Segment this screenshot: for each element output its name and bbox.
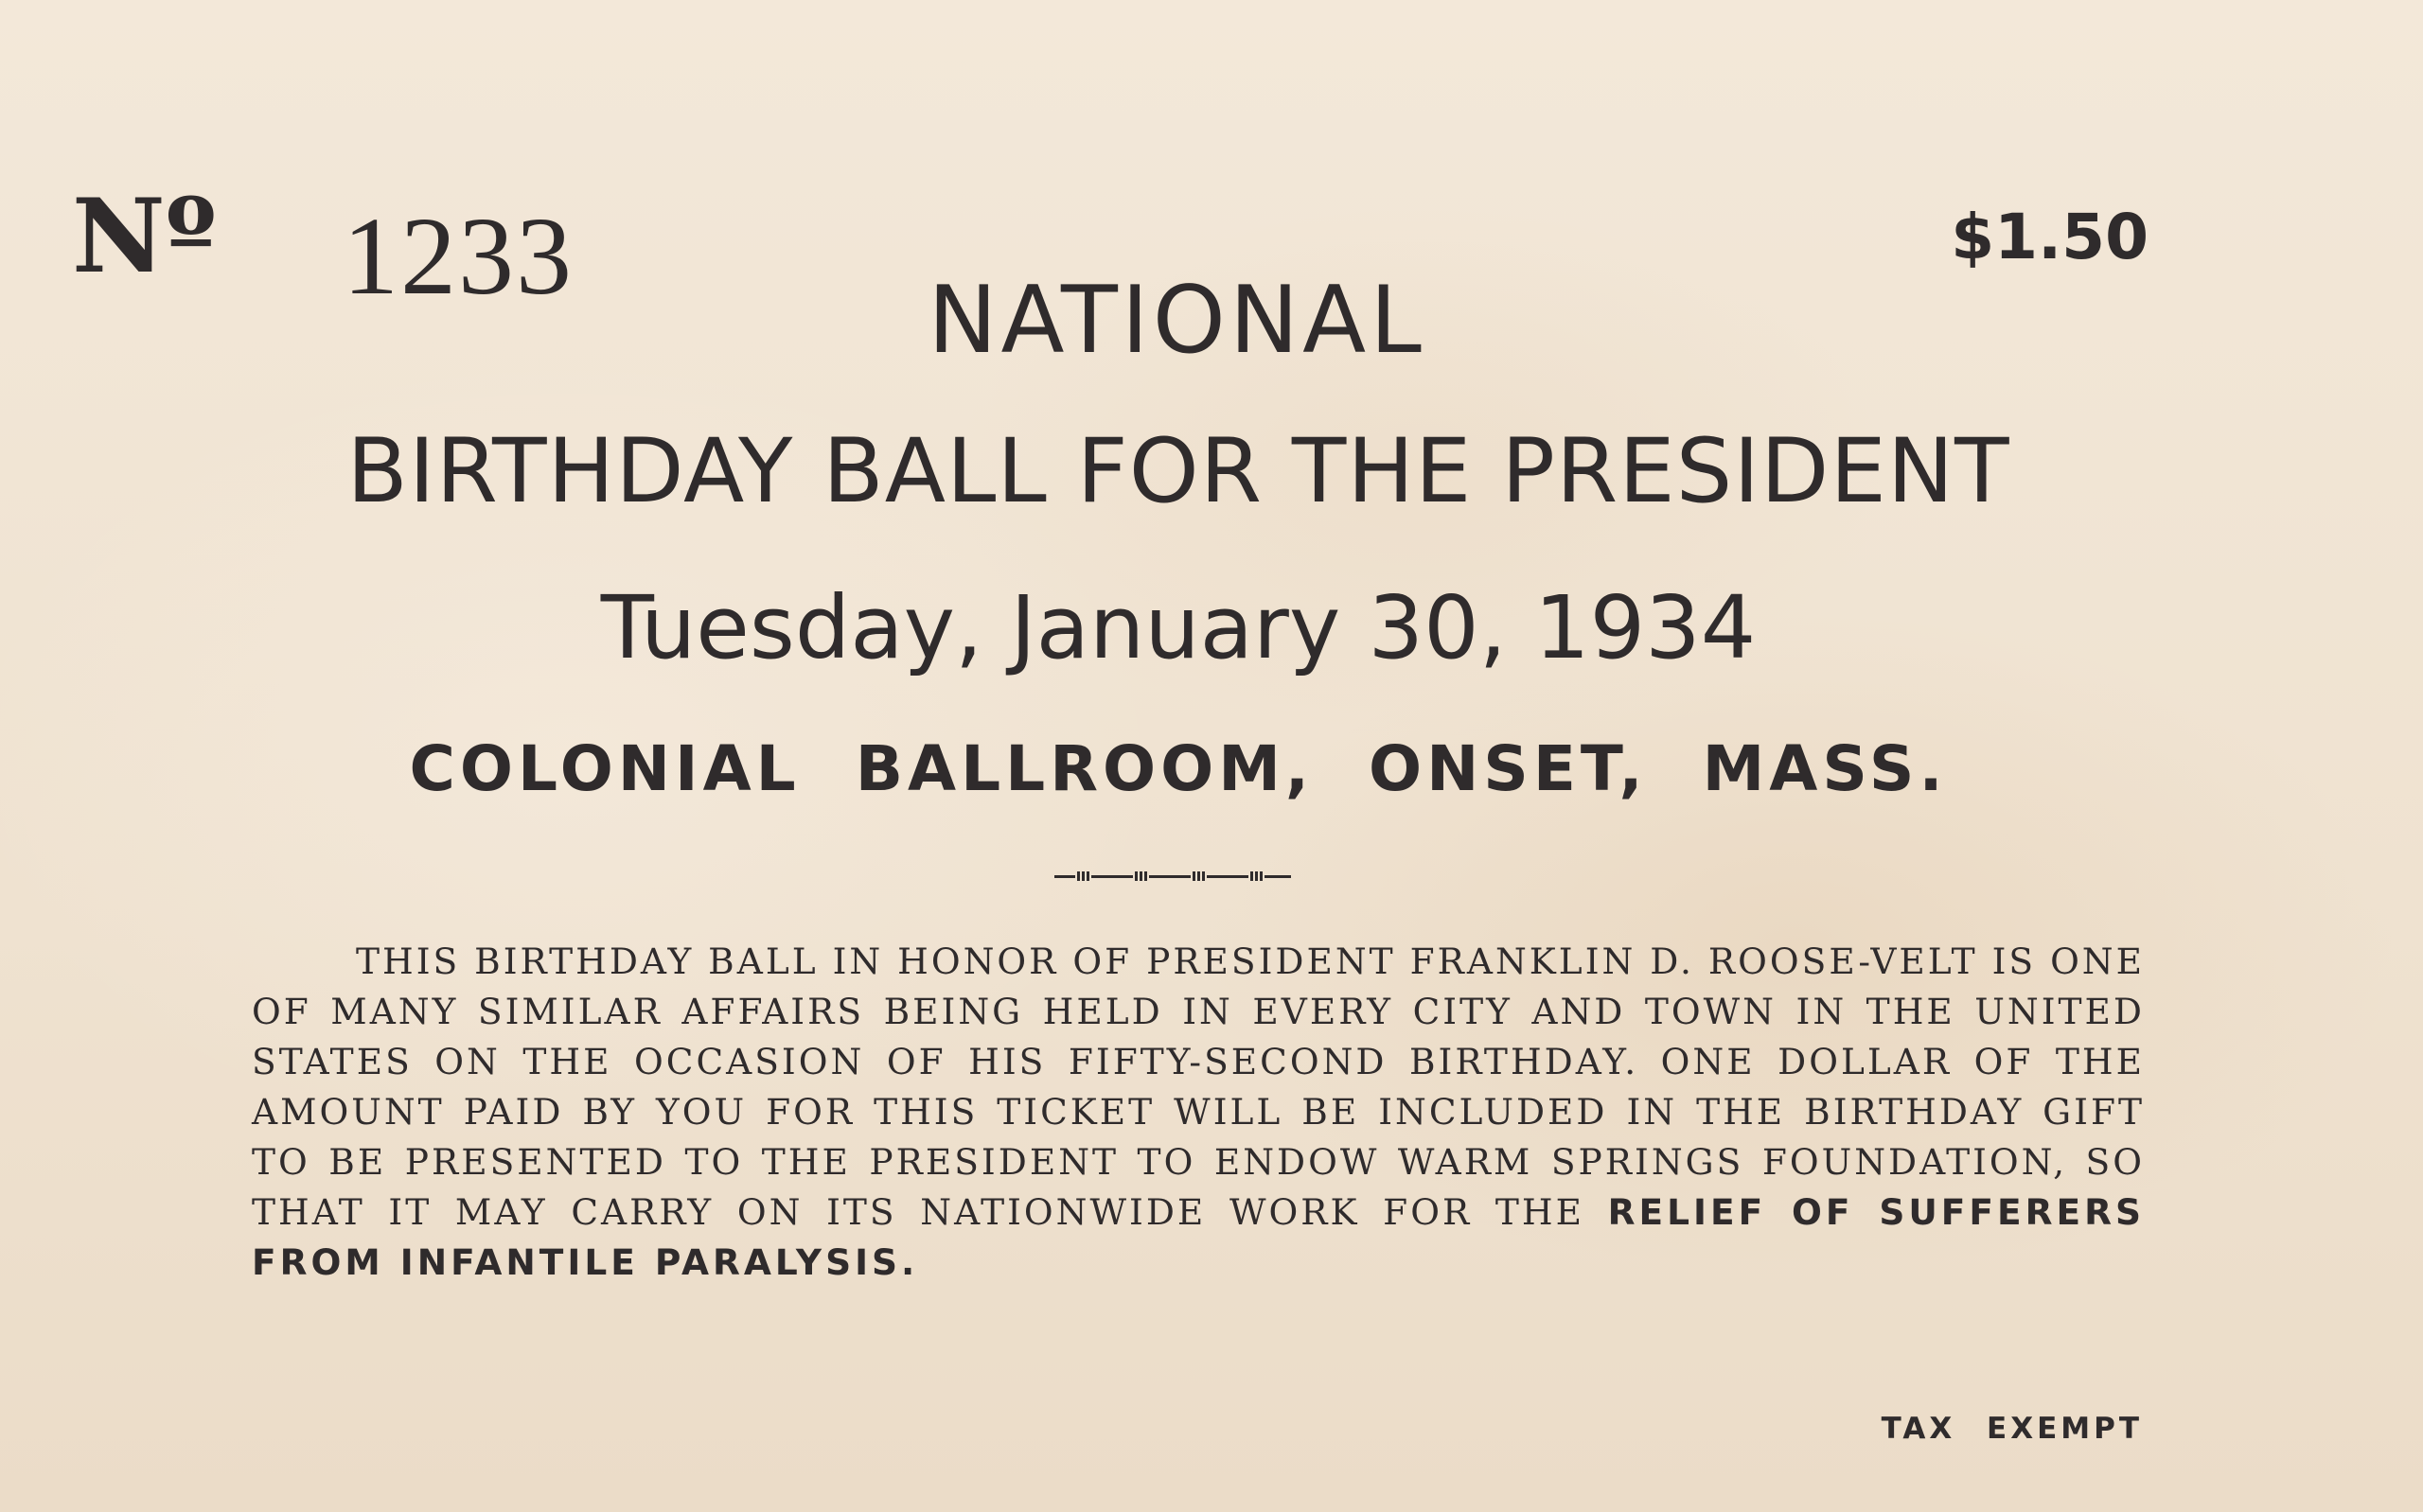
serial-number: 1233 [343, 194, 574, 318]
description-emphasis: RELIEF OF SUFFERERS FROM INFANTILE PARALYSIS. [252, 1191, 2145, 1283]
event-venue: COLONIAL BALLROOM, ONSET, MASS. [409, 732, 1948, 805]
event-date: Tuesday, January 30, 1934 [600, 577, 1757, 678]
tax-exempt-note: TAX EXEMPT [1881, 1412, 2143, 1446]
description-regular: THIS BIRTHDAY BALL IN HONOR OF PRESIDENT FRANKLIN D. ROOSE-VELT IS ONE OF MANY SIMILAR AFFAIRS BEING HELD IN EVERY CITY AND TOWN IN THE UNITED STATES ON THE OCCASION OF HIS FIFTY-SECOND BIRTHDAY. ONE DOLLAR OF THE AMOUNT PAID BY YOU FOR THIS TICKET WILL BE INCLUDED IN THE BIRTHDAY GIFT TO BE PRESENTED TO THE PRESIDENT TO ENDOW WARM SPRINGS FOUNDATION, SO THAT IT MAY CARRY ON ITS NATIONWIDE WORK FOR THE [252, 941, 2145, 1233]
title-line-national: NATIONAL [928, 267, 1425, 375]
ornament-divider [1054, 867, 1357, 886]
title-line-birthday-ball: BIRTHDAY BALL FOR THE PRESIDENT [346, 420, 2010, 523]
ticket-description [252, 937, 2145, 1288]
number-sign: Nº [72, 177, 217, 296]
ticket-price: $1.50 [1951, 201, 2149, 273]
